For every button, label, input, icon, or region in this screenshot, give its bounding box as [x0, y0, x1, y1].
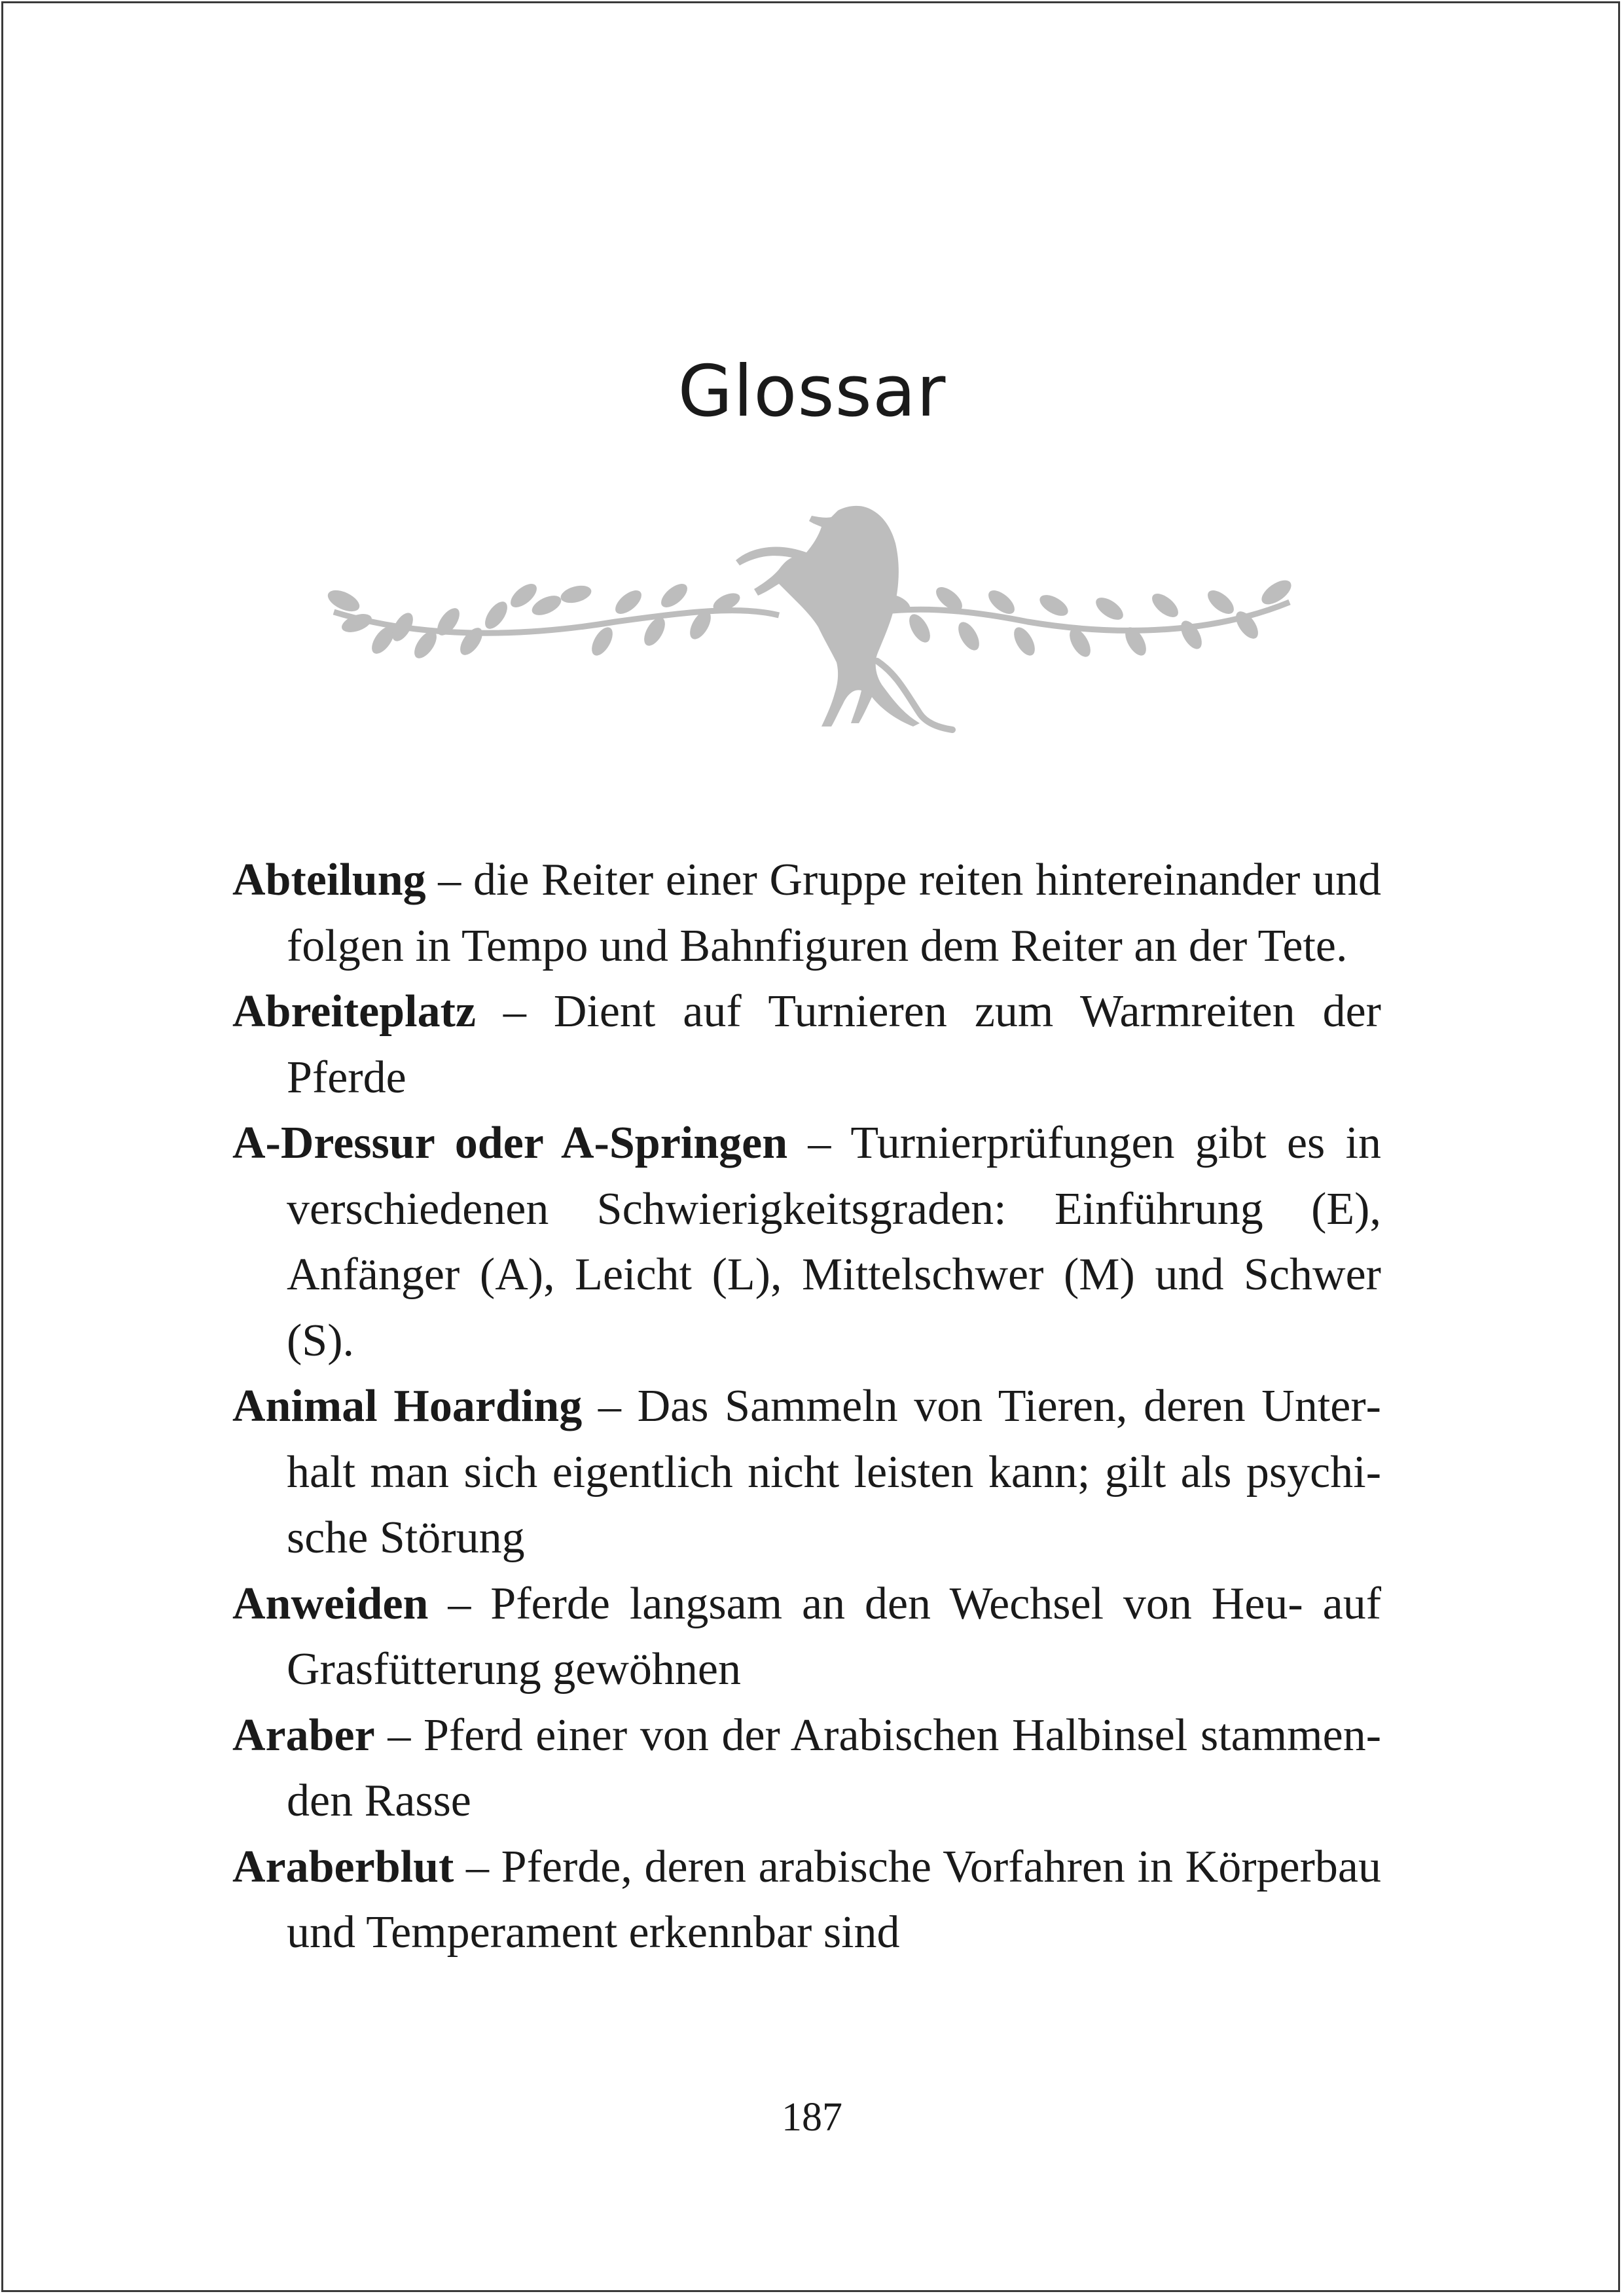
glossary-entry: [232, 848, 1381, 979]
glossary-definition: – die Reiter einer Gruppe reiten hintereinander und folgen in Tempo und Bahnfiguren dem Reiter an der Tete.: [287, 855, 1381, 971]
glossary-term: Araber: [232, 1710, 375, 1761]
glossary-entry: [232, 979, 1381, 1111]
page-title: Glossar: [677, 351, 947, 433]
glossary-definition: – Das Sammeln von Tieren, deren Unterhalt man sich eigentlich nicht leisten kann; gilt als psychische Störung: [287, 1381, 1381, 1563]
glossary-entry: [232, 1571, 1381, 1703]
glossary-entry: [232, 1703, 1381, 1835]
glossary-list: [232, 848, 1381, 1966]
glossary-term: A-Dressur oder A-Springen: [232, 1118, 788, 1168]
glossary-definition: – Turnierprüfungen gibt es in verschiedenen Schwierigkeitsgraden: Einführung (E), Anfänger (A), Leicht (L), Mittelschwer (M) und Schwer (S).: [287, 1118, 1381, 1366]
rearing-horse-icon: [321, 497, 1303, 740]
glossary-term: Animal Hoarding: [232, 1381, 583, 1431]
glossary-entry: [232, 1835, 1381, 1966]
page-number: 187: [782, 2095, 842, 2140]
glossary-term: Araberblut: [232, 1841, 454, 1892]
glossary-term: Abreiteplatz: [232, 986, 476, 1037]
glossary-term: Abteilung: [232, 855, 426, 905]
glossary-definition: – Pferde, deren arabische Vorfahren in Körperbau und Temperament erkennbar sind: [287, 1841, 1381, 1958]
glossary-definition: – Pferde langsam an den Wechsel von Heu- auf Grasfütterung gewöhnen: [287, 1578, 1381, 1695]
glossary-entry: [232, 1111, 1381, 1374]
glossary-entry: [232, 1374, 1381, 1571]
glossary-definition: – Dient auf Turnieren zum Warmreiten der Pferde: [287, 986, 1381, 1103]
glossary-term: Anweiden: [232, 1578, 429, 1629]
glossary-definition: – Pferd einer von der Arabischen Halbinsel stammenden Rasse: [287, 1710, 1381, 1826]
